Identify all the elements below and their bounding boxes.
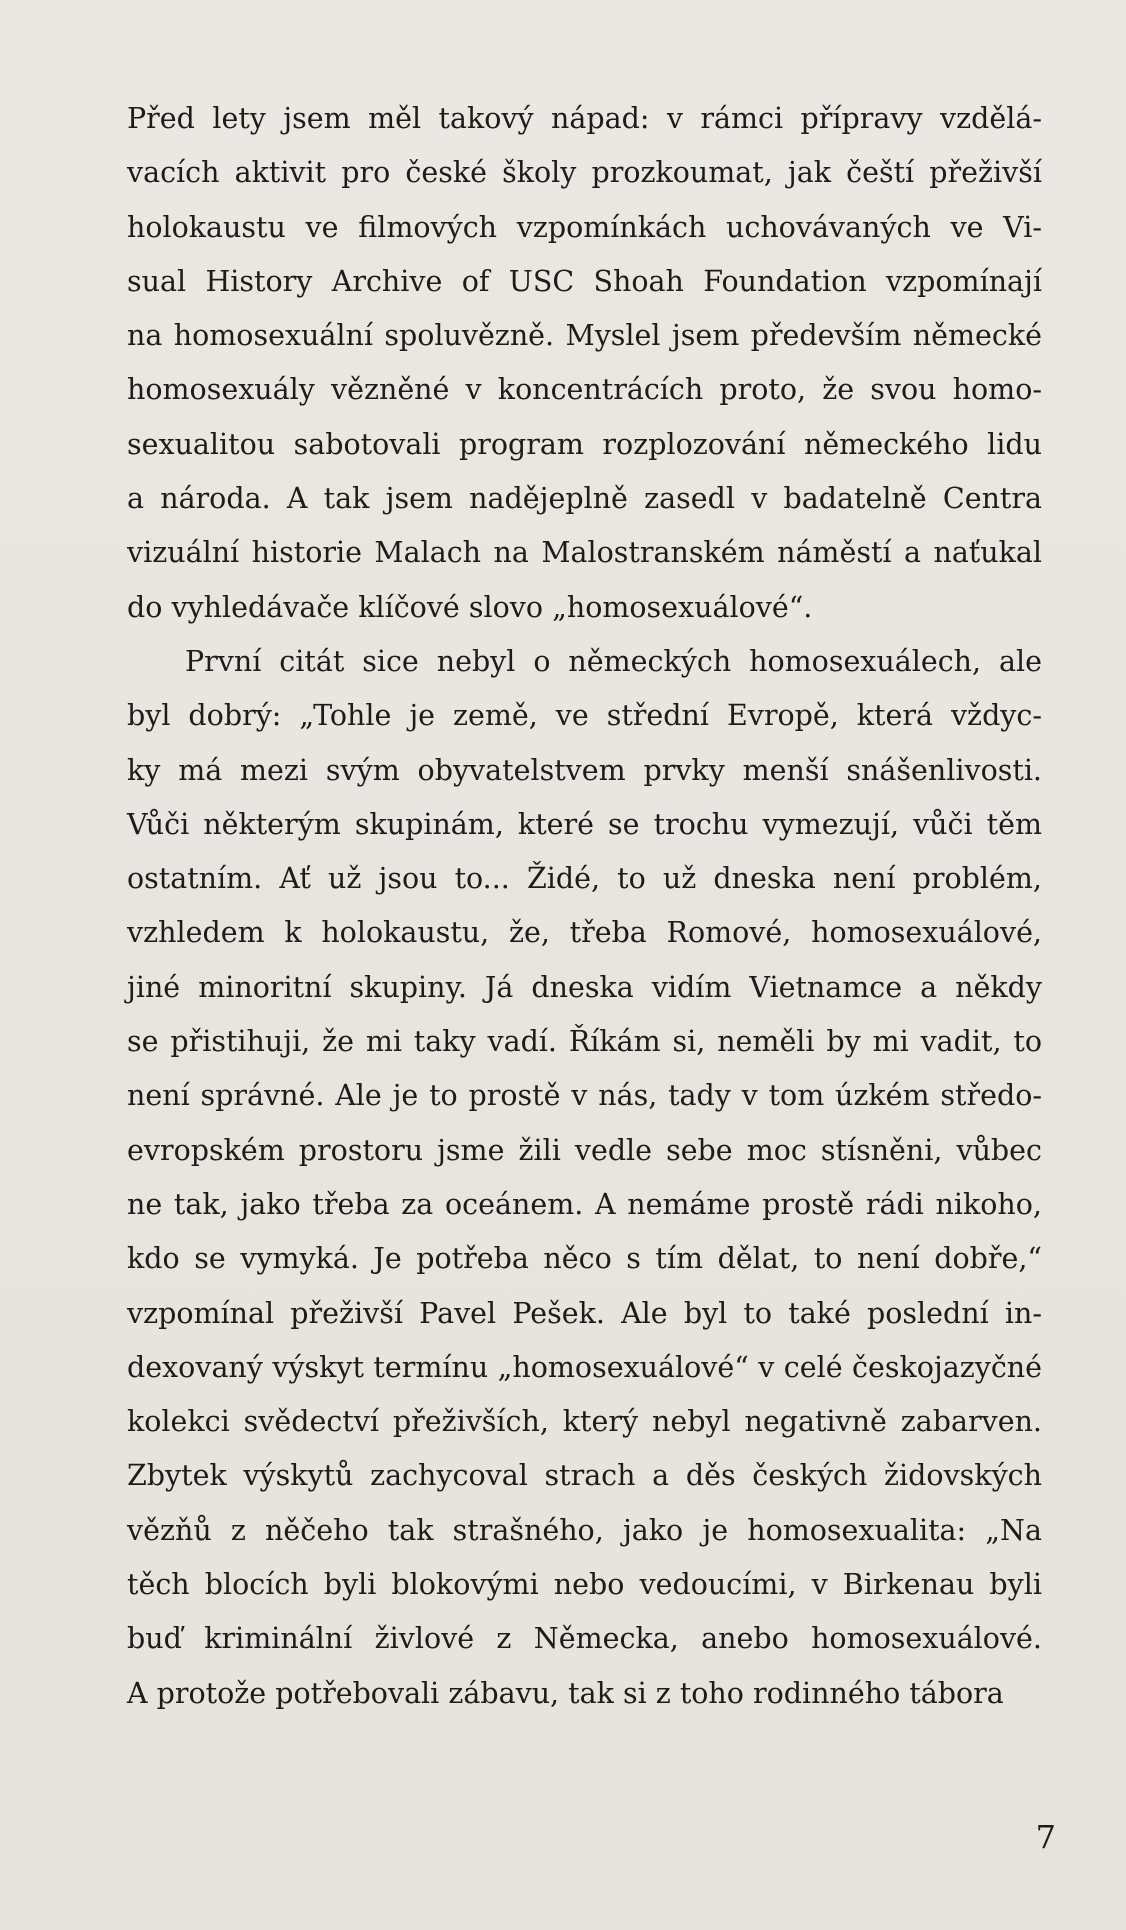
text-line: do vyhledávače klíčové slovo „homosexuálové“. bbox=[127, 590, 813, 624]
text-line: těch blocích byli blokovými nebo vedoucími, v Birkenau byli bbox=[127, 1568, 1042, 1602]
text-line: kdo se vymyká. Je potřeba něco s tím dělat, to není dobře,“ bbox=[127, 1242, 1042, 1276]
text-line: vacích aktivit pro české školy prozkoumat, jak čeští přeživší bbox=[127, 156, 1042, 190]
body-text bbox=[127, 92, 1042, 1721]
text-line: sual History Archive of USC Shoah Foundation vzpomínají bbox=[127, 264, 1042, 298]
text-line: homosexuály vězněné v koncentrácích proto, že svou homo- bbox=[127, 373, 1042, 407]
paragraph bbox=[127, 635, 1042, 1721]
text-line: byl dobrý: „Tohle je země, ve střední Evropě, která vždyc- bbox=[127, 699, 1042, 733]
text-line: vzhledem k holokaustu, že, třeba Romové, homosexuálové, bbox=[127, 916, 1042, 950]
text-line: není správné. Ale je to prostě v nás, tady v tom úzkém středo- bbox=[127, 1079, 1042, 1113]
text-line: vizuální historie Malach na Malostranském náměstí a naťukal bbox=[127, 536, 1042, 570]
text-line: buď kriminální živlové z Německa, anebo homosexuálové. bbox=[127, 1622, 1042, 1656]
text-line: Před lety jsem měl takový nápad: v rámci přípravy vzdělá- bbox=[127, 102, 1042, 135]
text-line: jiné minoritní skupiny. Já dneska vidím Vietnamce a někdy bbox=[127, 970, 1042, 1004]
page-number: 7 bbox=[1035, 1818, 1056, 1856]
text-line: vzpomínal přeživší Pavel Pešek. Ale byl to také poslední in- bbox=[127, 1296, 1042, 1330]
paragraph bbox=[127, 92, 1042, 635]
text-line: Vůči některým skupinám, které se trochu vymezují, vůči těm bbox=[127, 807, 1042, 841]
text-line: ostatním. Ať už jsou to... Židé, to už dneska není problém, bbox=[127, 862, 1042, 896]
text-line: kolekci svědectví přeživších, který nebyl negativně zabarven. bbox=[127, 1405, 1042, 1439]
text-line: A protože potřebovali zábavu, tak si z toho rodinného tábora bbox=[127, 1676, 1004, 1710]
text-line: se přistihuji, že mi taky vadí. Říkám si, neměli by mi vadit, to bbox=[127, 1025, 1042, 1059]
text-line: dexovaný výskyt termínu „homosexuálové“ v celé českojazyčné bbox=[127, 1350, 1042, 1384]
text-line: a národa. A tak jsem nadějeplně zasedl v badatelně Centra bbox=[127, 482, 1042, 516]
text-line: ky má mezi svým obyvatelstvem prvky menší snášenlivosti. bbox=[127, 753, 1042, 787]
text-line: evropském prostoru jsme žili vedle sebe moc stísněni, vůbec bbox=[127, 1133, 1042, 1167]
text-line: Zbytek výskytů zachycoval strach a děs českých židovských bbox=[127, 1459, 1042, 1493]
text-line: sexualitou sabotovali program rozplozování německého lidu bbox=[127, 427, 1042, 461]
text-line: holokaustu ve filmových vzpomínkách uchovávaných ve Vi- bbox=[127, 210, 1042, 244]
text-line: První citát sice nebyl o německých homosexuálech, ale bbox=[185, 644, 1042, 678]
text-line: na homosexuální spoluvězně. Myslel jsem především německé bbox=[127, 319, 1042, 353]
text-line: ne tak, jako třeba za oceánem. A nemáme prostě rádi nikoho, bbox=[127, 1187, 1042, 1221]
text-line: vězňů z něčeho tak strašného, jako je homosexualita: „Na bbox=[127, 1513, 1042, 1547]
